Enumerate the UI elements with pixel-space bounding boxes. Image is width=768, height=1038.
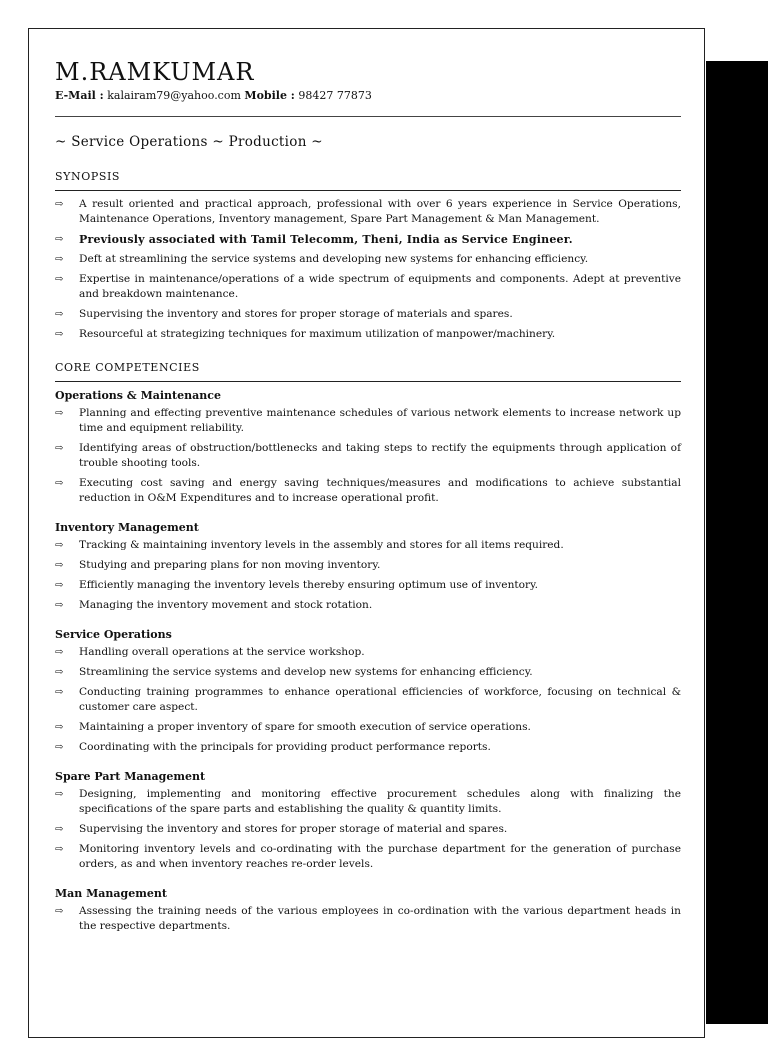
arrow-bullet-icon: ⇨ xyxy=(55,647,64,658)
list-item: ⇨ Tracking & maintaining inventory levels in the assembly and stores for all items required. xyxy=(55,539,564,551)
arrow-bullet-icon: ⇨ xyxy=(55,234,64,245)
list-item: ⇨ Planning and effecting preventive maintenance schedules of various network elements to increase network up time and equipment reliability. xyxy=(55,407,681,434)
list-item: ⇨ Identifying areas of obstruction/bottlenecks and taking steps to rectify the equipments through application of trouble shooting tools. xyxy=(55,442,681,469)
tagline: ~ Service Operations ~ Production ~ xyxy=(55,134,323,150)
list-item: ⇨ Coordinating with the principals for providing product performance reports. xyxy=(55,741,491,753)
arrow-bullet-icon: ⇨ xyxy=(55,722,64,733)
list-item: ⇨ Streamlining the service systems and develop new systems for enhancing efficiency. xyxy=(55,666,533,678)
arrow-bullet-icon: ⇨ xyxy=(55,906,64,917)
synopsis-divider xyxy=(55,190,681,191)
service-operations-list xyxy=(55,645,681,755)
arrow-bullet-icon: ⇨ xyxy=(55,600,64,611)
arrow-bullet-icon: ⇨ xyxy=(55,408,64,419)
arrow-bullet-icon: ⇨ xyxy=(55,667,64,678)
list-item: ⇨ Expertise in maintenance/operations of a wide spectrum of equipments and components. Adept at preventive and breakdown maintenance. xyxy=(55,273,681,300)
list-item: ⇨ Efficiently managing the inventory levels thereby ensuring optimum use of inventory. xyxy=(55,579,539,591)
man-management-list xyxy=(55,904,681,934)
list-item: ⇨ Resourceful at strategizing techniques for maximum utilization of manpower/machinery. xyxy=(55,328,556,340)
resume-content xyxy=(55,57,681,939)
list-item: ⇨ Designing, implementing and monitoring effective procurement schedules along with finalizing the specifications of the spare parts and establishing the quality & quantity limits. xyxy=(55,788,681,815)
core-competencies-heading: CORE COMPETENCIES xyxy=(55,361,200,374)
core-divider xyxy=(55,381,681,382)
synopsis-list xyxy=(55,197,681,342)
arrow-bullet-icon: ⇨ xyxy=(55,824,64,835)
list-item: ⇨ Handling overall operations at the service workshop. xyxy=(55,646,365,658)
operations-list xyxy=(55,406,681,506)
subsection-title: Service Operations xyxy=(55,628,172,641)
arrow-bullet-icon: ⇨ xyxy=(55,254,64,265)
arrow-bullet-icon: ⇨ xyxy=(55,687,64,698)
list-item: ⇨ Studying and preparing plans for non moving inventory. xyxy=(55,559,381,571)
list-item: ⇨ Conducting training programmes to enhance operational efficiencies of workforce, focusing on technical & customer care aspect. xyxy=(55,686,681,713)
subsection-title: Man Management xyxy=(55,887,167,900)
arrow-bullet-icon: ⇨ xyxy=(55,560,64,571)
contact-line xyxy=(55,88,681,104)
mobile-value: 98427 77873 xyxy=(298,89,372,102)
list-item: ⇨ Managing the inventory movement and stock rotation. xyxy=(55,599,373,611)
arrow-bullet-icon: ⇨ xyxy=(55,199,64,210)
synopsis-heading: SYNOPSIS xyxy=(55,170,121,183)
arrow-bullet-icon: ⇨ xyxy=(55,540,64,551)
subsection-title: Spare Part Management xyxy=(55,770,206,783)
arrow-bullet-icon: ⇨ xyxy=(55,274,64,285)
arrow-bullet-icon: ⇨ xyxy=(55,309,64,320)
arrow-bullet-icon: ⇨ xyxy=(55,580,64,591)
list-item: ⇨ Monitoring inventory levels and co-ordinating with the purchase department for the generation of purchase orders, as and when inventory reaches re-order levels. xyxy=(55,843,681,870)
mobile-label: Mobile : xyxy=(244,89,295,102)
list-item: ⇨ Previously associated with Tamil Telecomm, Theni, India as Service Engineer. xyxy=(55,233,573,246)
header-divider xyxy=(55,116,681,117)
arrow-bullet-icon: ⇨ xyxy=(55,478,64,489)
subsection-title: Inventory Management xyxy=(55,521,199,534)
subsection-title: Operations & Maintenance xyxy=(55,389,221,402)
list-item: ⇨ Executing cost saving and energy saving techniques/measures and modifications to achieve substantial reduction in O&M Expenditures and to increase operational profit. xyxy=(55,477,681,504)
arrow-bullet-icon: ⇨ xyxy=(55,443,64,454)
inventory-list xyxy=(55,538,681,613)
list-item: ⇨ Assessing the training needs of the various employees in co-ordination with the various department heads in the respective departments. xyxy=(55,905,681,932)
candidate-name: M.RAMKUMAR xyxy=(55,58,255,86)
list-item: ⇨ Supervising the inventory and stores for proper storage of materials and spares. xyxy=(55,308,513,320)
email-value: kalairam79@yahoo.com xyxy=(107,89,241,102)
list-item: ⇨ Deft at streamlining the service systems and developing new systems for enhancing efficiency. xyxy=(55,253,589,265)
list-item: ⇨ A result oriented and practical approach, professional with over 6 years experience in Service Operations, Maintenance Operations, Inventory management, Spare Part Management & Man Management. xyxy=(55,198,681,225)
page-shadow xyxy=(706,61,768,1024)
resume-page xyxy=(28,28,705,1038)
arrow-bullet-icon: ⇨ xyxy=(55,742,64,753)
email-label: E-Mail : xyxy=(55,89,104,102)
list-item: ⇨ Supervising the inventory and stores for proper storage of material and spares. xyxy=(55,823,508,835)
list-item: ⇨ Maintaining a proper inventory of spare for smooth execution of service operations. xyxy=(55,721,531,733)
arrow-bullet-icon: ⇨ xyxy=(55,844,64,855)
arrow-bullet-icon: ⇨ xyxy=(55,329,64,340)
spare-part-list xyxy=(55,787,681,872)
arrow-bullet-icon: ⇨ xyxy=(55,789,64,800)
